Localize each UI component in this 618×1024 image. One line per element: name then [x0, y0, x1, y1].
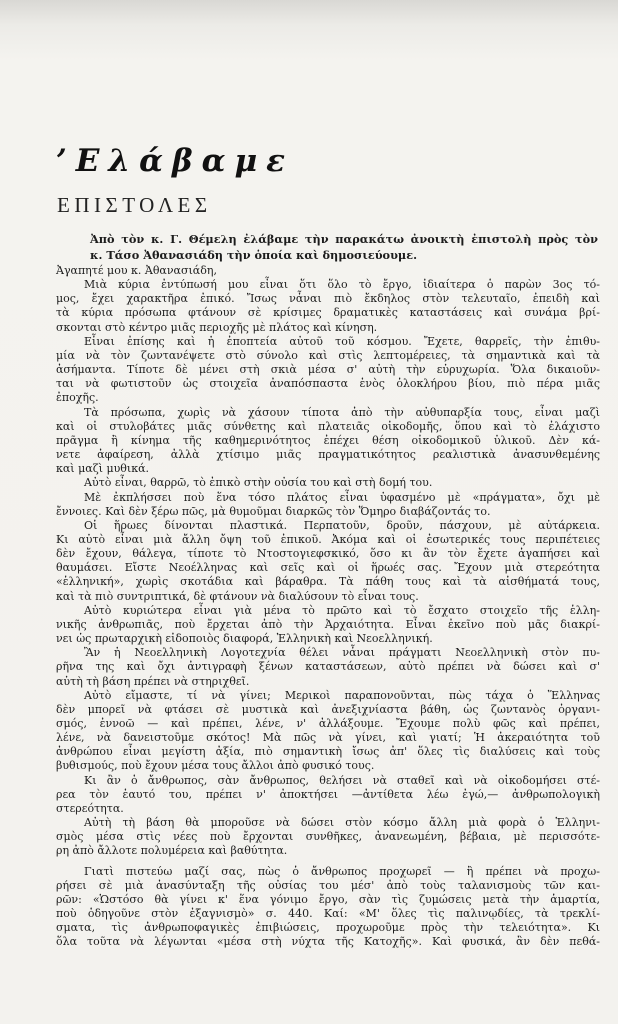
text-line: σματα, τὶς ἀνθρωποφαγικὲς ἐπιβιώσεις, προχωροῦμε πρὸς τὴν τελειότητα». Κι: [56, 921, 600, 935]
text-line: σκονται στὸ κέντρο μιᾶς περιοχῆς μὲ πλάτος καὶ κίνηση.: [56, 320, 378, 334]
text-line: «ἑλληνική», χωρὶς σκοτάδια καὶ βάραθρα. Τὰ πάθη τους καὶ τὰ αἰσθήματά τους,: [56, 575, 600, 589]
editor-intro: [90, 231, 598, 263]
paragraph: [56, 335, 600, 406]
paragraph: [56, 774, 600, 816]
text-line: ἔννοιες. Καὶ δὲν ξέρω πῶς, μὰ θυμοῦμαι διαρκῶς τὸν Ὅμηρο διαβάζοντάς το.: [56, 504, 491, 518]
text-line: Τὰ πρόσωπα, χωρὶς νὰ χάσουν τίποτα ἀπὸ τὴν αὐθυπαρξία τους, εἶναι μαζὶ: [84, 405, 600, 419]
paragraph: [56, 689, 600, 774]
text-line: μία νὰ τὸν ζωντανέψετε στὸ σύνολο καὶ στὶς λεπτομέρειες, τὰ σημαντικὰ καὶ τὰ: [56, 348, 600, 362]
paragraph: [56, 816, 600, 858]
text-line: νικῆς ἀνθρωπιᾶς, ποὺ ἔρχεται ἀπὸ τὴν Ἀρχαιότητα. Εἶναι ἐκεῖνο ποὺ μᾶς διακρί-: [56, 617, 600, 631]
text-line: σμὸς μέσα στὶς νέες ποὺ ἔρχονται συνθῆκες, ἀνανεωμένη, βέβαια, μὲ περισσότε-: [56, 830, 600, 844]
text-line: τὰ κύρια πρόσωπα φτάνουν σὲ κρίσιμες δραματικὲς καταστάσεις καὶ συνάμα βρί-: [56, 306, 600, 320]
text-line: σμός, ἐννοῶ — καὶ πρέπει, λένε, ν' ἀλλάξουμε. Ἔχουμε πολὺ φῶς καὶ πρέπει,: [56, 717, 600, 730]
text-line: μος, ἔχει χαρακτῆρα ἐπικό. Ἴσως νἆναι πιὸ ἔκδηλος στὸν τελευταῖο, ἐπειδὴ καὶ: [56, 292, 600, 306]
paragraph: [56, 406, 600, 477]
intro-line: κ. Τάσο Ἀθανασιάδη τὴν ὁποία καὶ δημοσιεύουμε.: [90, 248, 417, 262]
text-line: ρήσει σὲ μιὰ ἀνασύνταξη τῆς οὐσίας του μέσ' ἀπὸ τοὺς ταλανισμοὺς τῶν και-: [56, 878, 600, 892]
text-line: ρη ἀπὸ ἄλλοτε πολυμέρεια καὶ βαθύτητα.: [56, 844, 288, 858]
paragraph: [56, 519, 600, 604]
text-line: ὅλα τοῦτα νὰ λέγωνται «μέσα στὴ νύχτα τῆς Κατοχῆς». Καὶ φυσικά, ἂν δὲν πεθά-: [56, 935, 600, 949]
text-line: καὶ μαζὶ μυθικά.: [56, 462, 150, 476]
text-line: λένε, νὰ δανειστοῦμε σκότος! Μὰ πῶς νὰ γίνει, καὶ γιατί; Ἡ ἀκεραιότητα τοῦ: [56, 731, 600, 745]
intro-line: Ἀπὸ τὸν κ. Γ. Θέμελη ἐλάβαμε τὴν παρακάτω ἀνοικτὴ ἐπιστολὴ πρὸς τὸν: [90, 232, 598, 246]
paragraph: [56, 476, 600, 490]
text-line: Κι αὐτὸ εἶναι μιὰ ἄλλη ὄψη τοῦ ἐπικοῦ. Ἀκόμα καὶ οἱ ἐσωτερικές τους περιπέτειες: [56, 532, 600, 546]
text-line: καὶ οἱ στυλοβάτες μιᾶς σύνθετης καὶ πλατειᾶς οἰκοδομῆς, ὅπου καὶ τὸ ἐλάχιστο: [56, 419, 600, 433]
text-line: Κι ἂν ὁ ἄνθρωπος, σὰν ἄνθρωπος, θελήσει νὰ σταθεῖ καὶ νὰ οἰκοδομήσει στέ-: [84, 773, 600, 787]
text-line: Εἶναι ἐπίσης καὶ ἡ ἐποπτεία αὐτοῦ τοῦ κόσμου. Ἔχετε, θαρρεῖς, τὴν ἐπιθυ-: [84, 334, 600, 348]
text-line: ἀνθρώπου εἶναι μεγίστη ἀξία, πιὸ σημαντικὴ ἴσως ἀπ' ὅλες τὶς διαλύσεις καὶ τοὺς: [56, 745, 600, 759]
salutation: [56, 264, 600, 278]
text-line: Μιὰ κύρια ἐντύπωσή μου εἶναι ὅτι ὅλο τὸ ἔργο, ἰδιαίτερα ὁ παρὼν 3ος τό-: [84, 278, 600, 292]
heading-title: ’Ελάβαμε: [56, 143, 294, 179]
text-line: στερεότητα.: [56, 801, 124, 815]
paragraph: [56, 491, 600, 519]
text-line: νετε ἀφαίρεση, ἀλλὰ χτίσιμο μιᾶς πραγματικότητος ρεαλιστικὰ ἀνασυνθεμένης: [56, 448, 600, 462]
section-heading: ΕΠΙΣΤΟΛΕΣ: [57, 193, 212, 217]
text-line: θαυμάσει. Εἴστε Νεοέλληνας καὶ σεῖς καὶ οἱ ἥρωές σας. Ἔχουν μιὰ στερεότητα: [56, 561, 600, 575]
text-line: Μὲ ἐκπλήσσει ποὺ ἕνα τόσο πλάτος εἶναι ὑφασμένο μὲ «πράγματα», ὄχι μὲ: [84, 490, 600, 504]
text-line: δὲν ἔχουν, θάλεγα, τίποτε τὸ Ντοστογιεφσκικό, ὅσο κι ἂν τὸν ἔχετε ἀγαπήσει καὶ: [56, 547, 600, 561]
letter-body: [56, 264, 600, 950]
text-line: Αὐτὸ εἴμαστε, τί νὰ γίνει; Μερικοὶ παραπονοῦνται, πὼς τάχα ὁ Ἕλληνας: [84, 688, 600, 702]
text-line: Αὐτὸ κυριώτερα εἶναι γιὰ μένα τὸ πρῶτο καὶ τὸ ἔσχατο στοιχεῖο τῆς ἑλλη-: [84, 603, 600, 617]
paragraph: [56, 604, 600, 646]
text-line: πρᾶγμα ἢ κίνημα τῆς καθημερινότητος ἐπέχει θέση οἰκοδομικοῦ ὑλικοῦ. Δὲν κά-: [56, 433, 600, 447]
text-line: ποὺ ὁδηγοῦνε στὸν ἐξαγνισμὸ» σ. 440. Καί: «Μ' ὅλες τὶς παλινῳδίες, τὰ τρεκλί-: [56, 907, 600, 921]
text-line: ρῶν: «Ὡστόσο θὰ γίνει κ' ἕνα γόνιμο ἔργο, σὰν τὶς ζυμώσεις μετὰ τὴν ἁμαρτία,: [56, 892, 600, 906]
paragraph: [56, 278, 600, 335]
text-line: δὲν μπορεῖ νὰ φτάσει σὲ μυστικὰ καὶ ἀνεξιχνίαστα βάθη, ὡς ζωντανὸς ὀργανι-: [56, 702, 600, 716]
text-line: βυθισμούς, ποὺ ἔχουν μέσα τους ἄλλοι ἀπὸ φυσικό τους.: [56, 759, 375, 773]
text-line: Οἱ ἥρωες δίνονται πλαστικά. Περπατοῦν, δροῦν, πάσχουν, μὲ αὐτάρκεια.: [84, 518, 600, 532]
text-line: ἀσήμαντα. Τίποτε δὲ μένει στὴ σκιὰ μέσα σ' αὐτὴ τὴν εὐρυχωρία. Ὅλα δικαιοῦν-: [56, 363, 600, 377]
text-line: νει ὡς πρωταρχικὴ εἰδοποιὸς διαφορά, Ἑλληνικὴ καὶ Νεοελληνική.: [56, 632, 433, 646]
text-line: Ἀγαπητέ μου κ. Ἀθανασιάδη,: [56, 264, 217, 277]
text-line: ρῆνα της καὶ ὄχι ἀντιγραφὴ ξένων καταστάσεων, αὐτὸ πρέπει νὰ δώσει καὶ σ': [56, 660, 600, 674]
paragraph: [56, 865, 600, 950]
text-line: καὶ τὰ πιὸ συντριπτικά, δὲ φτάνουν νὰ διαλύσουν τὸ εἶναι τους.: [56, 589, 419, 603]
text-line: Ἂν ἡ Νεοελληνικὴ Λογοτεχνία θέλει νἆναι πράγματι Νεοελληνικὴ στὸν πυ-: [84, 646, 600, 660]
text-line: ται νὰ φωτιστοῦν ὡς στοιχεῖα ἀναπόσπαστα ἑνὸς ὁλοκλήρου βίου, πιὸ πέρα μιᾶς: [56, 377, 600, 391]
text-line: ἐποχῆς.: [56, 391, 99, 405]
text-line: ρεα τὸν ἑαυτό του, πρέπει ν' ἀποκτήσει —ἀντίθετα λέω ἐγώ,— ἀνθρωπολογικὴ: [56, 787, 600, 801]
text-line: Αὐτὴ τὴ βάση θὰ μποροῦσε νὰ δώσει στὸν κόσμο ἄλλη μιὰ φορὰ ὁ Ἑλληνι-: [84, 816, 600, 830]
text-line: Αὐτὸ εἶναι, θαρρῶ, τὸ ἐπικὸ στὴν οὐσία του καὶ στὴ δομή του.: [84, 476, 433, 490]
paragraph: [56, 646, 600, 688]
text-line: αὐτὴ τὴ βάση πρέπει νὰ στηριχθεῖ.: [56, 674, 250, 688]
text-line: Γιατὶ πιστεύω μαζί σας, πὼς ὁ ἄνθρωπος προχωρεῖ — ἢ πρέπει νὰ προχω-: [84, 864, 600, 878]
